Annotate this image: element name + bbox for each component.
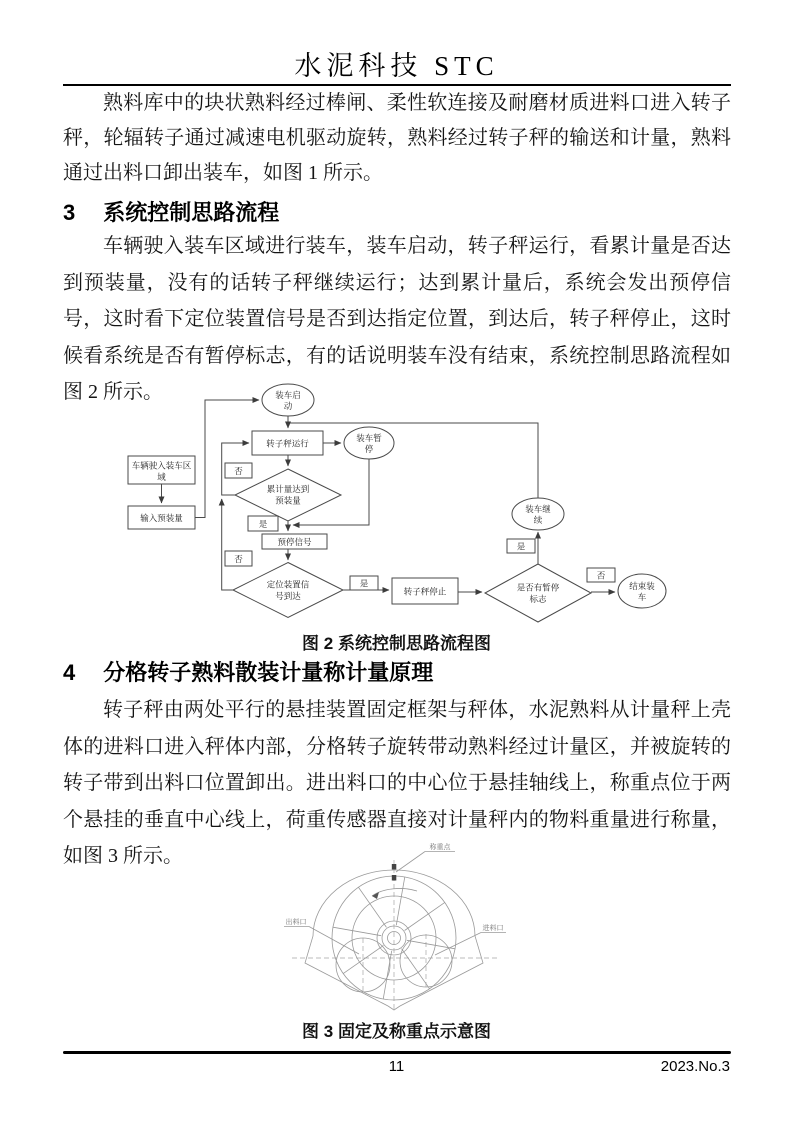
node-end [618,574,666,608]
label-yes-2-text: 是 [359,578,369,589]
node-rotor-run-label: 转子秤运行 [266,438,309,449]
node-start [262,384,314,416]
node-pause-label2: 停 [364,444,374,454]
label-no-1-text: 否 [234,466,243,476]
outlet-label: 出料口 [285,919,307,926]
node-pause-label: 装车暂 [356,433,382,443]
section-4-heading [63,656,433,687]
node-end-label: 结束装 [629,581,655,591]
label-no-2 [225,551,252,566]
node-prestop-label: 预停信号 [277,537,312,547]
section-3-number: 3 [63,200,76,225]
decision-accumulated-label2: 预装量 [275,495,301,506]
node-vehicle-entry-label2: 域 [157,472,166,482]
figure2-flowchart [90,381,710,631]
node-continue [512,498,564,530]
node-continue-label: 装车继 [525,504,551,514]
label-yes-3 [507,539,535,553]
intro-paragraph-text: 熟料库中的块状熟料经过棒闸、柔性软连接及耐磨材质进料口进入转子秤，轮辐转子通过减速电机驱动旋转，熟料经过转子秤的输送和计量，熟料通过出料口卸出装车，如图 1 所示。 [63,92,731,184]
node-rotor-run [252,431,323,455]
label-no-3-text: 否 [596,570,606,581]
decision-accumulated-label: 累计量达到 [266,484,310,494]
node-start-label2: 动 [283,401,293,411]
node-vehicle-entry [128,456,195,484]
node-rotor-stop-label: 转子秤停止 [403,586,447,597]
decision-pause-flag-label: 是否有暂停 [516,582,560,593]
node-input-preset-label: 输入预装量 [140,513,183,523]
node-rotor-stop [392,578,458,604]
figure3-drawing [277,838,517,1016]
node-continue-label2: 续 [533,515,543,525]
label-yes-2 [350,576,378,590]
node-prestop [262,534,327,549]
decision-position-label: 定位装置信 [266,579,310,590]
inlet-label: 进料口 [482,925,504,932]
label-yes-1-text: 是 [258,519,268,529]
node-pause [344,427,394,459]
decision-pause-flag-label2: 标志 [529,594,547,604]
journal-masthead: 水泥科技 STC [294,51,499,81]
figure3-rotation-arrow [372,888,417,899]
intro-paragraph [63,86,731,191]
figure3-labels [284,842,506,955]
node-input-preset [128,506,195,529]
figure3-centerlines [292,860,499,1010]
figure3-caption: 图 3 固定及称重点示意图 [302,1022,491,1041]
page-number: 11 [388,1058,405,1075]
decision-pause-flag [485,564,591,622]
figure2-caption: 图 2 系统控制思路流程图 [302,634,491,653]
section-4-title: 分格转子熟料散装计量称计量原理 [103,660,434,685]
node-end-label2: 车 [637,592,647,602]
node-start-label: 装车启 [275,390,301,400]
label-no-3 [587,568,615,582]
label-no-2-text: 否 [234,554,243,564]
label-yes-3-text: 是 [516,541,526,552]
section-3-heading [63,196,279,227]
section-4-paragraph-text: 转子秤由两处平行的悬挂装置固定框架与秤体，水泥熟料从计量秤上壳体的进料口进入秤体内部，分格转子旋转带动熟料经过计量区，并被旋转的转子带到出料口位置卸出。进出料口的中心位于悬挂轴线上，称重点位于两个悬挂的垂直中心线上，荷重传感器直接对计量秤内的物料重量进行称量，如图 3 所示。 [63,699,731,867]
weighing-point-label: 称重点 [429,844,451,851]
section-3-title: 系统控制思路流程 [103,200,280,225]
section-3-paragraph-text: 车辆驶入装车区域进行装车，装车启动，转子秤运行，看累计量是否达到预装量，没有的话转子秤继续运行；达到累计量后，系统会发出预停信号，这时看下定位装置信号是否到达指定位置，到达后，转子秤停止，这时候看系统是否有暂停标志，有的话说明装车没有结束，系统控制思路流程如图 2 所示。 [63,235,731,403]
section-4-number: 4 [63,660,76,685]
label-no-1 [225,463,252,478]
issue-number: 2023.No.3 [660,1058,730,1075]
decision-position [233,563,343,618]
footer-rule [63,1051,731,1054]
node-vehicle-entry-label: 车辆驶入装车区 [131,460,192,471]
label-yes-1 [248,516,278,531]
decision-position-label2: 号到达 [275,591,301,601]
